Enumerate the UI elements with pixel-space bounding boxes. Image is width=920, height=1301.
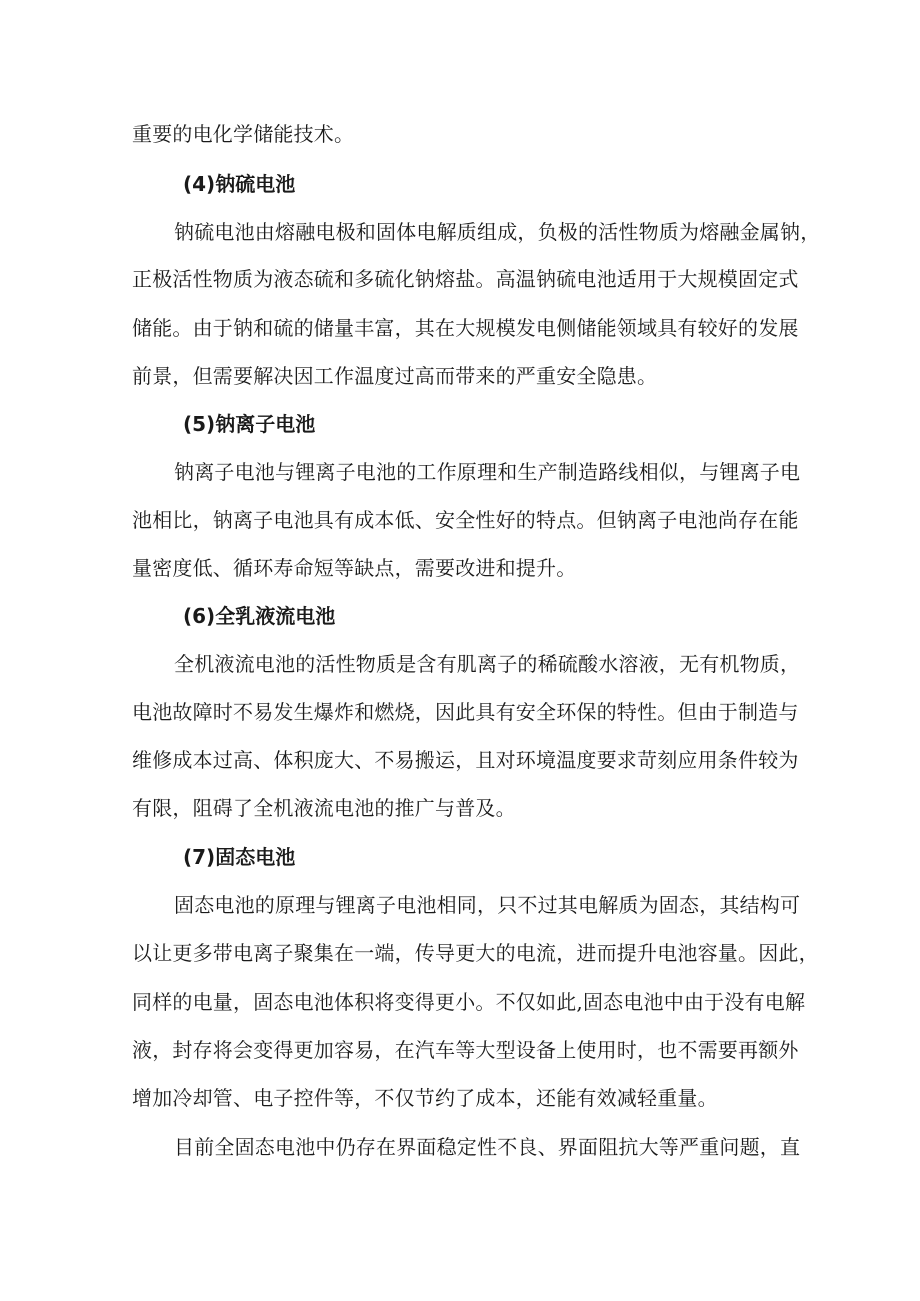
paragraph-line: 以让更多带电离子聚集在一端，传导更大的电流，进而提升电池容量。因此， — [132, 941, 819, 965]
paragraph-line: 电池故障时不易发生爆炸和燃烧，因此具有安全环保的特性。但由于制造与 — [132, 700, 799, 724]
paragraph-line: 增加冷却管、电子控件等，不仅节约了成本，还能有效减轻重量。 — [132, 1086, 718, 1110]
paragraph-line: 量密度低、循环寿命短等缺点，需要改进和提升。 — [132, 556, 577, 580]
paragraph-line: 维修成本过高、体积庞大、不易搬运，且对环境温度要求苛刻应用条件较为 — [132, 748, 799, 772]
paragraph-line: 液，封存将会变得更加容易，在汽车等大型设备上使用时，也不需要再额外 — [132, 1038, 799, 1062]
paragraph-line: 有限，阻碍了全机液流电池的推广与普及。 — [132, 796, 516, 820]
heading-sodium-sulfur: (4)钠硫电池 — [183, 172, 296, 196]
paragraph-line: 储能。由于钠和硫的储量丰富，其在大规模发电侧储能领域具有较好的发展 — [132, 316, 799, 340]
paragraph-line: 前景，但需要解决因工作温度过高而带来的严重安全隐患。 — [132, 364, 658, 388]
paragraph-line: 池相比，钠离子电池具有成本低、安全性好的特点。但钠离子电池尚存在能 — [132, 508, 799, 532]
paragraph-line: 钠硫电池由熔融电极和固体电解质组成，负极的活性物质为熔融金属钠， — [174, 220, 821, 244]
intro-line: 重要的电化学储能技术。 — [132, 122, 355, 146]
paragraph-line: 固态电池的原理与锂离子电池相同，只不过其电解质为固态，其结构可 — [174, 893, 801, 917]
paragraph-line: 钠离子电池与锂离子电池的工作原理和生产制造路线相似，与锂离子电 — [174, 460, 801, 484]
paragraph-line: 目前全固态电池中仍存在界面稳定性不良、界面阻抗大等严重问题，直 — [174, 1135, 801, 1159]
paragraph-line: 正极活性物质为液态硫和多硫化钠熔盐。高温钠硫电池适用于大规模固定式 — [132, 267, 799, 291]
paragraph-line: 同样的电量，固态电池体积将变得更小。不仅如此,固态电池中由于没有电解 — [132, 990, 806, 1014]
heading-sodium-ion: (5)钠离子电池 — [183, 412, 316, 436]
heading-flow-battery: (6)全乳液流电池 — [183, 604, 336, 628]
heading-solid-state: (7)固态电池 — [183, 845, 296, 869]
paragraph-line: 全机液流电池的活性物质是含有肌离子的稀硫酸水溶液，无有机物质， — [174, 652, 801, 676]
